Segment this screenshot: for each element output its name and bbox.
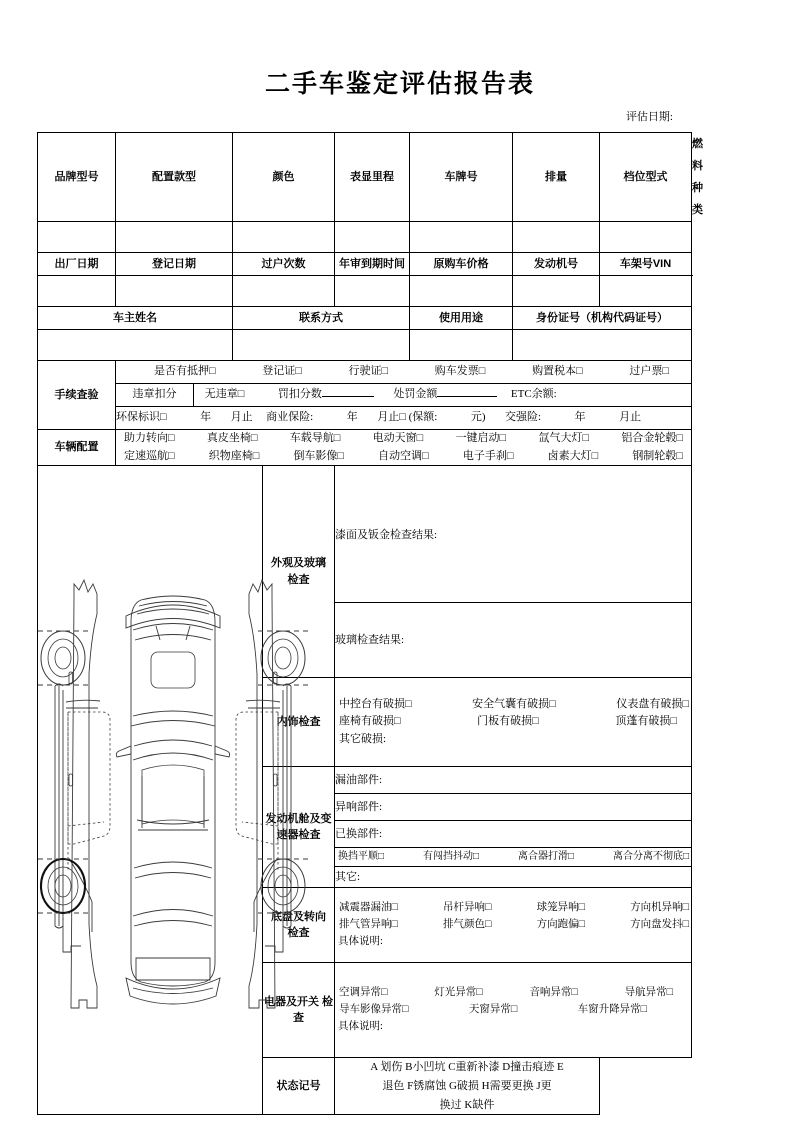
checkbox-steering-pull[interactable]: 方向跑偏□ — [536, 918, 585, 930]
input-fine-points[interactable] — [322, 396, 374, 397]
checkbox-steering-shake[interactable]: 方向盘发抖□ — [630, 918, 689, 930]
compulsory-month-end: 月止 — [619, 411, 642, 424]
chassis-line-1 — [335, 900, 691, 917]
basic-values-row — [38, 222, 692, 253]
dates-values-row — [38, 276, 692, 307]
procedures-documents-cell — [116, 361, 692, 384]
owner-header-row — [38, 307, 692, 330]
checkbox-airbag-damage[interactable]: 安全气囊有破损□ — [472, 697, 556, 710]
checkbox-mortgage[interactable]: 是否有抵押□ — [154, 365, 216, 378]
header-id-number: 身份证号（机构代码证号） — [513, 307, 692, 330]
value-vin[interactable] — [600, 276, 692, 307]
page-title: 二手车鉴定评估报告表 — [264, 70, 535, 98]
exterior-label-line2: 检查 — [287, 573, 310, 586]
paint-inspection-result-cell[interactable] — [335, 466, 692, 603]
value-gearbox[interactable] — [600, 222, 692, 253]
checkbox-cruise-control[interactable]: 定速巡航□ — [124, 449, 175, 462]
header-registration-date: 登记日期 — [116, 253, 233, 276]
section-label-procedures: 手续查验 — [38, 361, 116, 430]
engine-leak-label: 漏油部件: — [335, 773, 383, 786]
checkbox-door-panel-damage[interactable]: 门板有破损□ — [477, 715, 539, 728]
checkbox-power-steering[interactable]: 助力转向□ — [124, 432, 175, 444]
header-contact: 联系方式 — [233, 307, 410, 330]
input-fine-amount[interactable] — [437, 396, 497, 397]
checkbox-cv-joint-noise[interactable]: 球笼异响□ — [536, 901, 585, 913]
env-year: 年 — [200, 411, 212, 424]
label-insured-amount: (保额: — [408, 411, 438, 424]
electrical-inspection-cell — [335, 963, 692, 1058]
engine-other-cell[interactable] — [335, 867, 692, 888]
checkbox-navigation[interactable]: 车载导航□ — [289, 432, 341, 444]
checkbox-alloy-wheels[interactable]: 铝合金轮毂□ — [621, 432, 683, 444]
checkbox-sunroof-abnormal[interactable]: 天窗异常□ — [468, 1003, 518, 1015]
interior-other-damage-label[interactable]: 其它破损: — [339, 732, 387, 745]
value-inspection-expiry[interactable] — [335, 276, 410, 307]
value-contact[interactable] — [233, 330, 410, 361]
owner-values-row — [38, 330, 692, 361]
configuration-line-2 — [116, 448, 691, 466]
chassis-label-line2: 检查 — [287, 927, 310, 940]
header-engine-number: 发动机号 — [513, 253, 600, 276]
header-usage: 使用用途 — [410, 307, 513, 330]
checkbox-leather-seats[interactable]: 真皮坐椅□ — [206, 432, 258, 444]
engine-label-line1: 发动机舱及变 — [265, 812, 332, 825]
value-original-price[interactable] — [410, 276, 513, 307]
value-trim[interactable] — [116, 222, 233, 253]
value-owner-name[interactable] — [38, 330, 233, 361]
commercial-year: 年 — [346, 411, 358, 424]
chassis-line-2 — [335, 917, 691, 934]
header-owner-name: 车主姓名 — [38, 307, 233, 330]
value-color[interactable] — [233, 222, 335, 253]
checkbox-smooth-shift[interactable]: 换挡平顺□ — [338, 851, 385, 863]
checkbox-auto-ac[interactable]: 自动空调□ — [378, 449, 429, 462]
checkbox-shift-judder[interactable]: 有闯挡抖动□ — [422, 851, 480, 863]
electrical-line-2 — [335, 1002, 691, 1019]
checkbox-navigation-abnormal[interactable]: 导航异常□ — [624, 986, 673, 998]
value-engine-number[interactable] — [513, 276, 600, 307]
chassis-inspection-cell — [335, 888, 692, 963]
checkbox-xenon-headlight[interactable]: 氙气大灯□ — [538, 432, 590, 444]
label-etc-balance: ETC余额: — [510, 388, 557, 401]
checkbox-lights-abnormal[interactable]: 灯光异常□ — [434, 986, 483, 998]
header-color: 颜色 — [233, 133, 335, 222]
checkbox-console-damage[interactable]: 中控台有破损□ — [339, 697, 412, 710]
checkbox-clutch-disengage[interactable]: 离合分离不彻底□ — [612, 851, 689, 863]
interior-inspection-cell — [335, 678, 692, 767]
engine-replaced-cell[interactable] — [335, 821, 692, 848]
checkbox-clutch-slip[interactable]: 离合器打滑□ — [517, 851, 575, 863]
engine-other-label: 其它: — [335, 870, 361, 883]
header-trim: 配置款型 — [116, 133, 233, 222]
header-mileage: 表显里程 — [335, 133, 410, 222]
procedures-documents-row — [38, 361, 692, 384]
engine-noise-cell[interactable] — [335, 794, 692, 821]
exterior-label-line1: 外观及玻璃 — [271, 557, 326, 570]
diagram-exterior-row — [38, 466, 692, 603]
configuration-cell — [116, 430, 692, 466]
car-diagram-wrapper — [38, 530, 262, 1050]
header-manufacture-date: 出厂日期 — [38, 253, 116, 276]
chassis-label-line1: 底盘及转向 — [271, 910, 326, 923]
checkbox-sunroof[interactable]: 电动天窗□ — [372, 432, 424, 444]
section-label-state-marks: 状态记号 — [263, 1058, 335, 1115]
label-fine-points: 罚扣分数 — [277, 388, 322, 401]
label-commercial-insurance: 商业保险: — [266, 411, 314, 424]
checkbox-exhaust-color[interactable]: 排气颜色□ — [443, 918, 492, 930]
car-diagram-cell — [38, 466, 263, 1115]
header-inspection-expiry: 年审到期时间 — [335, 253, 410, 276]
header-vin: 车架号VIN — [600, 253, 692, 276]
header-gearbox: 档位型式 — [600, 133, 692, 222]
paint-inspection-label: 漆面及钣金检查结果: — [335, 529, 438, 542]
glass-inspection-label: 玻璃检查结果: — [335, 633, 405, 646]
value-transfer-count[interactable] — [233, 276, 335, 307]
electrical-label-line1: 电器及开关 检 — [263, 995, 334, 1008]
basic-header-row: 品牌型号 配置款型 颜色 表显里程 车牌号 排量 档位型式 燃料种类 — [38, 133, 692, 222]
value-registration-date[interactable] — [116, 276, 233, 307]
checkbox-fabric-seats[interactable]: 织物座椅□ — [208, 449, 260, 462]
interior-line-1 — [335, 696, 691, 714]
configuration-line-1 — [116, 430, 691, 448]
electrical-label-line2: 查 — [293, 1012, 304, 1025]
engine-gearshift-cell — [335, 848, 692, 867]
checkbox-audio-abnormal[interactable]: 音响异常□ — [529, 986, 578, 998]
header-displacement: 排量 — [513, 133, 600, 222]
header-original-price: 原购车价格 — [410, 253, 513, 276]
label-fine-amount: 处罚金额 — [393, 388, 438, 401]
engine-label-line2: 速器检查 — [276, 829, 321, 842]
engine-replaced-label: 已换部件: — [335, 827, 383, 840]
checkbox-env-label[interactable]: 环保标识□ — [116, 411, 167, 424]
checkbox-ac-abnormal[interactable]: 空调异常□ — [339, 986, 388, 998]
value-plate[interactable] — [410, 222, 513, 253]
violation-detail-cell — [194, 384, 692, 407]
dates-header-row — [38, 253, 692, 276]
header-brand-model: 品牌型号 — [38, 133, 116, 222]
value-mileage[interactable] — [335, 222, 410, 253]
checkbox-transfer-ticket[interactable]: 过户票□ — [629, 365, 669, 378]
state-marks-line3: 换过 K缺件 — [439, 1098, 495, 1111]
checkbox-electronic-handbrake[interactable]: 电子手刹□ — [462, 449, 514, 462]
section-label-interior: 内饰检查 — [263, 678, 335, 767]
checkbox-seat-damage[interactable]: 座椅有破损□ — [339, 715, 401, 728]
insurance-detail-cell — [116, 407, 692, 430]
engine-leak-cell[interactable] — [335, 767, 692, 794]
procedures-violation-row — [38, 384, 692, 407]
checkbox-steel-wheels[interactable]: 钢制轮毂□ — [632, 449, 683, 462]
chassis-detail-label[interactable]: 具体说明: — [338, 935, 383, 947]
header-plate: 车牌号 — [410, 133, 513, 222]
label-violation-points: 违章扣分 — [116, 384, 194, 407]
electrical-line-1 — [335, 985, 691, 1002]
checkbox-purchase-tax[interactable]: 购置税本□ — [532, 365, 583, 378]
insured-amount-unit: 元) — [470, 411, 486, 424]
checkbox-registration-cert[interactable]: 登记证□ — [262, 365, 302, 378]
state-marks-line1: A 划伤 B小凹坑 C重新补漆 D撞击痕迹 E — [370, 1061, 564, 1074]
state-marks-line2: 退色 F锈腐蚀 G破损 H需要更换 J更 — [382, 1079, 552, 1092]
checkbox-keyless-start[interactable]: 一键启动□ — [455, 432, 507, 444]
checkbox-exhaust-noise[interactable]: 排气管异响□ — [339, 918, 398, 930]
compulsory-year: 年 — [574, 411, 586, 424]
electrical-detail-label[interactable]: 具体说明: — [338, 1020, 383, 1032]
value-displacement[interactable] — [513, 222, 600, 253]
checkbox-headliner-damage[interactable]: 顶蓬有破损□ — [615, 715, 677, 728]
checkbox-purchase-invoice[interactable]: 购车发票□ — [434, 365, 486, 378]
checkbox-camera-abnormal[interactable]: 导车影像异常□ — [339, 1003, 409, 1015]
checkbox-window-abnormal[interactable]: 车窗升降异常□ — [577, 1003, 647, 1015]
checkbox-shock-leak[interactable]: 减震器漏油□ — [339, 901, 398, 913]
evaluation-date-label: 评估日期: — [625, 111, 673, 123]
checkbox-no-violation[interactable]: 无违章□ — [204, 388, 245, 401]
value-usage[interactable] — [410, 330, 513, 361]
car-top-view-icon — [38, 530, 308, 1050]
configuration-row — [38, 430, 692, 466]
state-marks-legend — [335, 1058, 600, 1115]
engine-noise-label: 异响部件: — [335, 800, 383, 813]
checkbox-reverse-camera[interactable]: 倒车影像□ — [293, 449, 345, 462]
commercial-month-end-box[interactable]: 月止□ — [377, 411, 406, 424]
checkbox-driving-license[interactable]: 行驶证□ — [348, 365, 389, 378]
interior-line-2 — [335, 713, 691, 731]
procedures-insurance-row — [38, 407, 692, 430]
checkbox-halogen-headlight[interactable]: 卤素大灯□ — [547, 449, 599, 462]
checkbox-steering-rack-noise[interactable]: 方向机异响□ — [630, 901, 689, 913]
env-month-end: 月止 — [230, 411, 253, 424]
value-id-number[interactable] — [513, 330, 692, 361]
checkbox-dashboard-damage[interactable]: 仪表盘有破损□ — [616, 697, 689, 710]
header-transfer-count: 过户次数 — [233, 253, 335, 276]
value-manufacture-date[interactable] — [38, 276, 116, 307]
checkbox-suspension-noise[interactable]: 吊杆异响□ — [443, 901, 492, 913]
appraisal-table — [37, 132, 703, 1115]
glass-inspection-result-cell[interactable] — [335, 603, 692, 678]
section-label-configuration: 车辆配置 — [38, 430, 116, 466]
label-compulsory-insurance: 交强险: — [505, 411, 542, 424]
value-brand-model[interactable] — [38, 222, 116, 253]
